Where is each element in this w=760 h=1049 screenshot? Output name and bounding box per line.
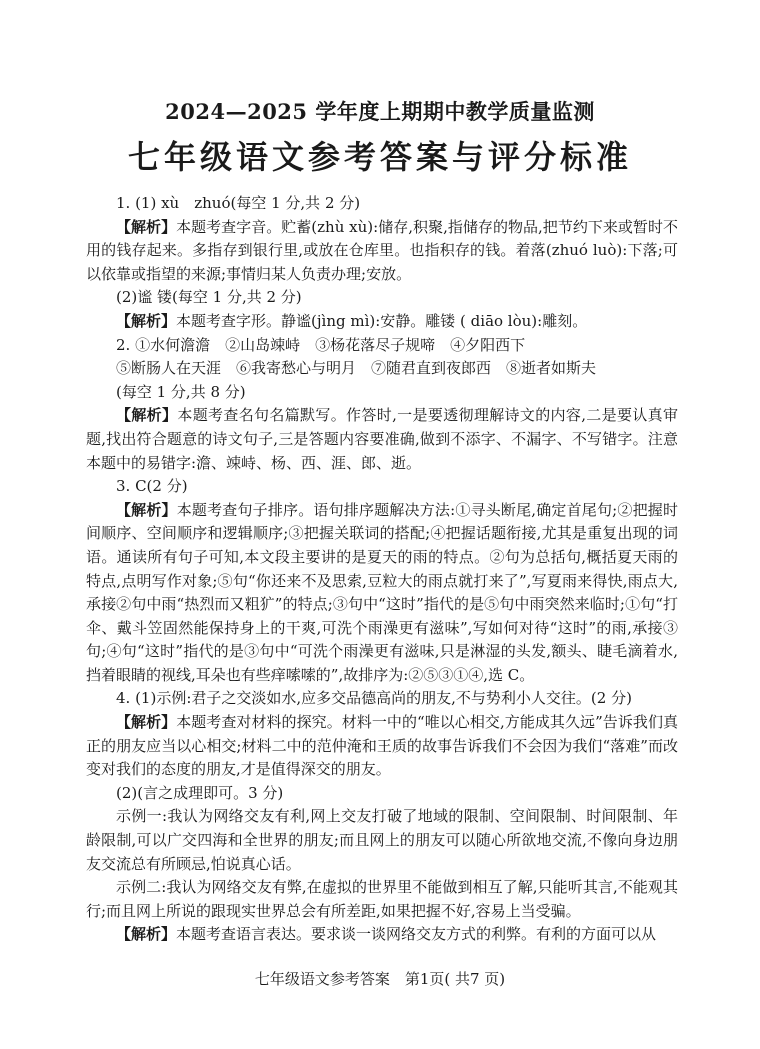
analysis-tag: 【解析】 <box>116 500 177 519</box>
analysis-tag: 【解析】 <box>116 406 178 425</box>
q3-answer: 3. C(2 分) <box>116 477 188 496</box>
q4-example2: 示例二:我认为网络交友有弊,在虚拟的世界里不能做到相互了解,只能听其言,不能观其行;而且网上所说的跟现实世界总会有所差距,如果把握不好,容易上当受骗。 <box>86 878 678 920</box>
analysis-text: 本题考查句子排序。语句排序题解决方法:①寻头断尾,确定首尾句;②把握时间顺序、空间顺序和逻辑顺序;③把握关联词的搭配;④把握话题衔接,尤其是重复出现的词语。通读所有句子可知,本文段主要讲的是夏天的雨的特点。②句为总括句,概括夏天雨的特点,点明写作对象;⑤句“你还来不及思索,豆粒大的雨点就打来了”,写夏雨来得快,雨点大,承接②句中雨“热烈而又粗犷”的特点;③句中“这时”指代的是⑤句中雨突然来临时;①句“打伞、戴斗笠固然能保持身上的干爽,可洗个雨澡更有滋味”,写如何对待“这时”的雨,承接③句;④句“这时”指代的是③句中“可洗个雨澡更有滋味,只是淋湿的头发,额头、睫毛滴着水,挡着眼睛的视线,耳朵也有些痒嗦嗦的”,故排序为:②⑤③①④,选 C。 <box>86 500 678 684</box>
analysis-text: 本题考查对材料的探究。材料一中的“唯以心相交,方能成其久远”告诉我们真正的朋友应当以心相交;材料二中的范仲淹和王质的故事告诉我们不会因为我们“落难”而改变对我们的态度的朋友,才是值得深交的朋友。 <box>86 713 678 779</box>
q4-example1: 示例一:我认为网络交友有利,网上交友打破了地域的限制、空间限制、时间限制、年龄限制,可以广交四海和全世界的朋友;而且网上的朋友可以随心所欲地交流,不像向身边朋友交流总有所顾忌,怕说真心话。 <box>86 807 678 873</box>
q2-answer-line1: 2. ①水何澹澹 ②山岛竦峙 ③杨花落尽子规啼 ④夕阳西下 <box>116 335 526 354</box>
q2-analysis <box>86 404 678 475</box>
q4-part1-analysis <box>86 711 678 782</box>
page-title: 七年级语文参考答案与评分标准 <box>127 138 632 176</box>
q4-part1-answer: 4. (1)示例:君子之交淡如水,应多交品德高尚的朋友,不与势利小人交往。(2 分) <box>116 689 632 708</box>
q1-part2-analysis <box>86 310 678 334</box>
q1-part1-answer: 1. (1) xù zhuó(每空 1 分,共 2 分) <box>116 194 361 212</box>
q4-part2-analysis <box>86 923 678 947</box>
exam-subtitle: 2024—2025 学年度上期期中教学质量监测 <box>165 99 595 124</box>
q1-part2-answer: (2)谧 镂(每空 1 分,共 2 分) <box>116 288 302 307</box>
analysis-text: 本题考查字形。静谧(jìng mì):安静。雕镂 ( diāo lòu):雕刻。 <box>176 311 588 330</box>
q2-score: (每空 1 分,共 8 分) <box>116 382 246 401</box>
q4-part2-answer: (2)(言之成理即可。3 分) <box>116 783 284 802</box>
q1-part1-analysis <box>86 216 678 287</box>
analysis-tag: 【解析】 <box>116 713 177 732</box>
q2-answer-line2: ⑤断肠人在天涯 ⑥我寄愁心与明月 ⑦随君直到夜郎西 ⑧逝者如斯夫 <box>116 359 597 378</box>
analysis-text: 本题考查字音。贮蓄(zhù xù):储存,积聚,指储存的物品,把节约下来或暂时不用的钱存起来。多指存到银行里,或放在仓库里。也指积存的钱。着落(zhuó luò):下落;可以依靠或指望的来源;事情归某人负责办理;安放。 <box>86 217 678 283</box>
analysis-tag: 【解析】 <box>116 925 177 944</box>
page-footer: 七年级语文参考答案 第1页( 共7 页) <box>254 970 506 988</box>
q3-analysis <box>86 499 678 688</box>
analysis-tag: 【解析】 <box>116 311 177 330</box>
analysis-tag: 【解析】 <box>116 217 177 236</box>
analysis-text: 本题考查名句名篇默写。作答时,一是要透彻理解诗文的内容,二是要认真审题,找出符合题意的诗文句子,三是答题内容要准确,做到不添字、不漏字、不写错字。注意本题中的易错字:澹、竦峙、杨、西、涯、郎、逝。 <box>86 406 678 472</box>
answer-content <box>86 192 678 947</box>
analysis-text: 本题考查语言表达。要求谈一谈网络交友方式的利弊。有利的方面可以从 <box>176 925 657 944</box>
